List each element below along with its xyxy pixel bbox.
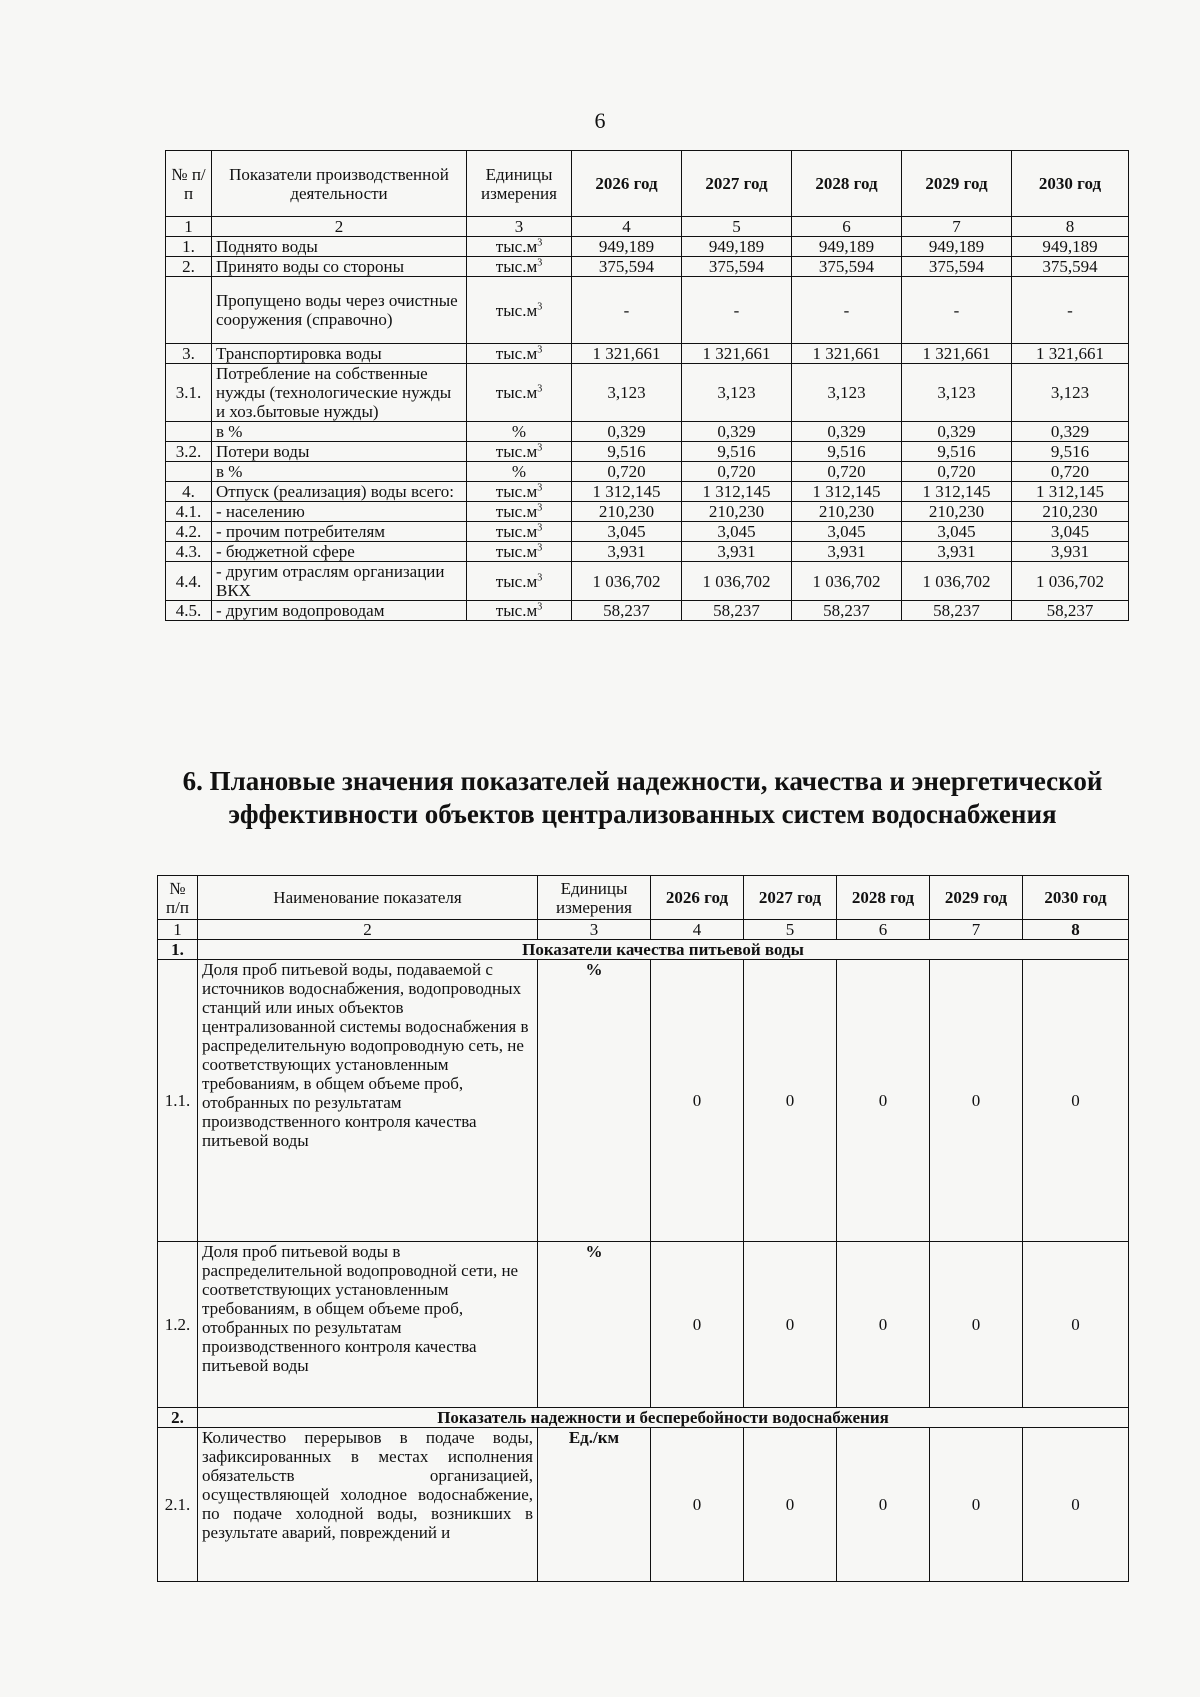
row-num: 2. — [166, 257, 212, 277]
row-unit — [467, 344, 572, 364]
row-value: 1 036,702 — [902, 562, 1012, 601]
row-name: Транспортировка воды — [212, 344, 467, 364]
row-value: 949,189 — [902, 237, 1012, 257]
row-unit — [467, 422, 572, 442]
unit-superscript: 3 — [537, 601, 543, 613]
row-value: - — [792, 277, 902, 344]
index-cell: 6 — [792, 217, 902, 237]
section-6-title: 6. Плановые значения показателей надежности, качества и энергетической эффективности объектов централизованных систем водоснабжения — [182, 766, 1103, 829]
row-value: 375,594 — [682, 257, 792, 277]
section-title: Показатели качества питьевой воды — [198, 940, 1129, 960]
row-name: Отпуск (реализация) воды всего: — [212, 482, 467, 502]
row-unit-text: тыс.м — [495, 442, 538, 461]
row-unit-text: тыс.м — [495, 502, 538, 521]
section-num: 2. — [158, 1408, 198, 1428]
index-cell: 3 — [538, 920, 651, 940]
unit-superscript: 3 — [537, 300, 543, 312]
row-unit — [467, 364, 572, 422]
row-unit-text: % — [511, 462, 527, 481]
unit-superscript: 3 — [537, 571, 543, 583]
row-value: 9,516 — [902, 442, 1012, 462]
header-indicator: Показатели производственной деятельности — [212, 151, 467, 217]
row-num: 4.3. — [166, 542, 212, 562]
row-name: - другим водопроводам — [212, 601, 467, 621]
header-year: 2027 год — [744, 876, 837, 920]
row-num: 4.1. — [166, 502, 212, 522]
row-name: Количество перерывов в подаче воды, зафиксированных в местах исполнения обязательств организацией, осуществляющей холодное водоснабжение, по подаче холодной воды, возникших в результате аварий, повреждений и — [198, 1428, 538, 1582]
row-value: 9,516 — [682, 442, 792, 462]
index-cell: 1 — [158, 920, 198, 940]
row-name: в % — [212, 462, 467, 482]
row-value: 210,230 — [902, 502, 1012, 522]
table-row — [166, 502, 1129, 522]
section-num: 1. — [158, 940, 198, 960]
row-value: 1 036,702 — [1012, 562, 1129, 601]
row-name: Пропущено воды через очистные сооружения (справочно) — [212, 277, 467, 344]
row-value: - — [682, 277, 792, 344]
row-num — [166, 422, 212, 442]
row-unit — [467, 542, 572, 562]
unit-superscript: 3 — [537, 542, 543, 554]
row-value: 210,230 — [572, 502, 682, 522]
row-value: 3,045 — [572, 522, 682, 542]
table-row — [158, 1428, 1129, 1582]
row-unit: Ед./км — [538, 1428, 651, 1582]
header-year: 2028 год — [837, 876, 930, 920]
header-num: № п/п — [166, 151, 212, 217]
index-cell: 2 — [198, 920, 538, 940]
row-value: 375,594 — [572, 257, 682, 277]
table-row — [166, 344, 1129, 364]
row-unit-text: тыс.м — [495, 601, 538, 620]
row-unit-text: тыс.м — [495, 237, 538, 256]
row-unit-text: тыс.м — [495, 482, 538, 501]
row-unit: % — [538, 1242, 651, 1408]
row-value: 0,329 — [792, 422, 902, 442]
header-year: 2028 год — [792, 151, 902, 217]
row-value: 210,230 — [792, 502, 902, 522]
row-unit-text: тыс.м — [495, 383, 538, 402]
table-row — [166, 562, 1129, 601]
row-value: 0 — [1023, 960, 1129, 1242]
row-value: 210,230 — [682, 502, 792, 522]
row-unit — [467, 462, 572, 482]
row-value: 949,189 — [572, 237, 682, 257]
row-name: Потребление на собственные нужды (технологические нужды и хоз.бытовые нужды) — [212, 364, 467, 422]
row-num: 4.4. — [166, 562, 212, 601]
row-unit — [467, 482, 572, 502]
row-value: 949,189 — [792, 237, 902, 257]
row-num: 4.2. — [166, 522, 212, 542]
unit-superscript: 3 — [537, 257, 543, 269]
row-value: 375,594 — [1012, 257, 1129, 277]
row-value: 0 — [930, 1242, 1023, 1408]
row-value: 1 036,702 — [572, 562, 682, 601]
row-unit — [467, 601, 572, 621]
row-num — [166, 277, 212, 344]
row-value: 58,237 — [572, 601, 682, 621]
row-unit-text: % — [511, 422, 527, 441]
row-value: 9,516 — [1012, 442, 1129, 462]
table-row — [166, 482, 1129, 502]
header-year: 2027 год — [682, 151, 792, 217]
row-value: 949,189 — [682, 237, 792, 257]
unit-superscript: 3 — [537, 442, 543, 454]
row-value: 3,931 — [792, 542, 902, 562]
table-row — [166, 237, 1129, 257]
index-cell: 6 — [837, 920, 930, 940]
unit-superscript: 3 — [537, 522, 543, 534]
row-value: 3,931 — [902, 542, 1012, 562]
row-value: 375,594 — [902, 257, 1012, 277]
row-value: 1 312,145 — [572, 482, 682, 502]
row-value: 375,594 — [792, 257, 902, 277]
header-year: 2030 год — [1012, 151, 1129, 217]
index-cell: 3 — [467, 217, 572, 237]
row-value: 1 036,702 — [792, 562, 902, 601]
header-year: 2026 год — [651, 876, 744, 920]
header-year: 2029 год — [930, 876, 1023, 920]
row-value: 0 — [744, 1242, 837, 1408]
row-value: 1 036,702 — [682, 562, 792, 601]
header-unit: Единицы измерения — [538, 876, 651, 920]
row-name: Доля проб питьевой воды в распределительной водопроводной сети, не соответствующих установленным требованиям, в общем объеме проб, отобранных по результатам производственного контроля качества питьевой воды — [198, 1242, 538, 1408]
row-value: 9,516 — [792, 442, 902, 462]
row-value: 58,237 — [682, 601, 792, 621]
row-value: 1 312,145 — [792, 482, 902, 502]
row-value: - — [572, 277, 682, 344]
row-value: 3,045 — [682, 522, 792, 542]
table-row — [158, 1242, 1129, 1408]
row-unit — [467, 502, 572, 522]
page-number: 6 — [594, 108, 606, 133]
row-value: 58,237 — [1012, 601, 1129, 621]
row-value: 0 — [651, 960, 744, 1242]
row-value: 9,516 — [572, 442, 682, 462]
unit-superscript: 3 — [537, 237, 543, 249]
index-row — [166, 217, 1129, 237]
row-value: 210,230 — [1012, 502, 1129, 522]
row-value: 0,329 — [902, 422, 1012, 442]
row-value: 0 — [651, 1428, 744, 1582]
row-value: 949,189 — [1012, 237, 1129, 257]
index-cell: 1 — [166, 217, 212, 237]
production-indicators-table — [165, 150, 1129, 621]
row-num: 3. — [166, 344, 212, 364]
row-value: 3,123 — [572, 364, 682, 422]
row-value: 3,123 — [682, 364, 792, 422]
row-value: 1 321,661 — [792, 344, 902, 364]
row-value: 0,720 — [682, 462, 792, 482]
row-name: в % — [212, 422, 467, 442]
table-row — [166, 601, 1129, 621]
row-num: 4.5. — [166, 601, 212, 621]
row-unit: % — [538, 960, 651, 1242]
row-unit-text: тыс.м — [495, 571, 538, 591]
unit-superscript: 3 — [537, 344, 543, 356]
index-cell: 8 — [1023, 920, 1129, 940]
row-unit-text: тыс.м — [495, 257, 538, 276]
table-row — [166, 364, 1129, 422]
row-num: 3.1. — [166, 364, 212, 422]
row-unit — [467, 237, 572, 257]
row-name: - прочим потребителям — [212, 522, 467, 542]
row-value: 0 — [651, 1242, 744, 1408]
index-cell: 4 — [572, 217, 682, 237]
table-row — [166, 442, 1129, 462]
row-num: 1.2. — [158, 1242, 198, 1408]
row-name: Принято воды со стороны — [212, 257, 467, 277]
table-row — [166, 257, 1129, 277]
header-year: 2026 год — [572, 151, 682, 217]
row-value: 0,329 — [682, 422, 792, 442]
row-value: 0 — [837, 1428, 930, 1582]
row-value: 0 — [744, 960, 837, 1242]
row-unit — [467, 522, 572, 542]
table-row — [166, 422, 1129, 442]
index-cell: 5 — [682, 217, 792, 237]
row-num: 4. — [166, 482, 212, 502]
row-value: 0,720 — [792, 462, 902, 482]
index-cell: 4 — [651, 920, 744, 940]
row-value: 3,931 — [572, 542, 682, 562]
row-name: Поднято воды — [212, 237, 467, 257]
index-cell: 7 — [902, 217, 1012, 237]
row-value: 0 — [1023, 1242, 1129, 1408]
row-value: 1 321,661 — [1012, 344, 1129, 364]
section-row — [158, 1408, 1129, 1428]
row-value: 0,720 — [1012, 462, 1129, 482]
header-year: 2029 год — [902, 151, 1012, 217]
index-cell: 5 — [744, 920, 837, 940]
row-value: 1 321,661 — [572, 344, 682, 364]
row-value: 58,237 — [902, 601, 1012, 621]
row-value: 58,237 — [792, 601, 902, 621]
row-name: - населению — [212, 502, 467, 522]
index-cell: 2 — [212, 217, 467, 237]
row-unit — [467, 442, 572, 462]
row-value: 0 — [930, 960, 1023, 1242]
index-cell: 7 — [930, 920, 1023, 940]
header-num: № п/п — [158, 876, 198, 920]
table-row — [158, 960, 1129, 1242]
header-name: Наименование показателя — [198, 876, 538, 920]
table-row — [166, 522, 1129, 542]
row-value: - — [902, 277, 1012, 344]
row-unit-text: тыс.м — [495, 522, 538, 541]
row-unit — [467, 257, 572, 277]
row-value: - — [1012, 277, 1129, 344]
header-year: 2030 год — [1023, 876, 1129, 920]
row-value: 1 312,145 — [682, 482, 792, 502]
row-name: Доля проб питьевой воды, подаваемой с источников водоснабжения, водопроводных станций или иных объектов централизованной системы водоснабжения в распределительную водопроводную сеть, не соответствующих установленным требованиям, в общем объеме проб, отобранных по результатам производственного контроля качества питьевой воды — [198, 960, 538, 1242]
row-value: 0 — [930, 1428, 1023, 1582]
row-name: Потери воды — [212, 442, 467, 462]
row-name: - другим отраслям организации ВКХ — [212, 562, 467, 601]
row-value: 3,045 — [902, 522, 1012, 542]
section-row — [158, 940, 1129, 960]
reliability-indicators-table — [157, 875, 1129, 1582]
row-value: 3,931 — [1012, 542, 1129, 562]
row-unit — [467, 277, 572, 344]
row-value: 3,045 — [792, 522, 902, 542]
row-value: 0 — [744, 1428, 837, 1582]
row-value: 0 — [837, 960, 930, 1242]
row-unit-text: тыс.м — [495, 542, 538, 561]
row-num: 1.1. — [158, 960, 198, 1242]
row-value: 3,123 — [902, 364, 1012, 422]
unit-superscript: 3 — [537, 502, 543, 514]
section-title: Показатель надежности и бесперебойности водоснабжения — [198, 1408, 1129, 1428]
row-value: 3,045 — [1012, 522, 1129, 542]
row-value: 1 321,661 — [902, 344, 1012, 364]
row-value: 1 312,145 — [1012, 482, 1129, 502]
row-unit — [467, 562, 572, 601]
header-unit: Единицы измерения — [467, 151, 572, 217]
row-value: 3,123 — [792, 364, 902, 422]
row-num: 2.1. — [158, 1428, 198, 1582]
row-value: 0,720 — [572, 462, 682, 482]
row-name: - бюджетной сфере — [212, 542, 467, 562]
index-row — [158, 920, 1129, 940]
unit-superscript: 3 — [537, 482, 543, 494]
index-cell: 8 — [1012, 217, 1129, 237]
row-value: 0 — [837, 1242, 930, 1408]
row-num: 3.2. — [166, 442, 212, 462]
row-unit-text: тыс.м — [495, 300, 538, 320]
row-value: 1 312,145 — [902, 482, 1012, 502]
row-value: 0,720 — [902, 462, 1012, 482]
row-value: 0,329 — [1012, 422, 1129, 442]
row-num: 1. — [166, 237, 212, 257]
unit-superscript: 3 — [537, 383, 543, 395]
row-value: 0 — [1023, 1428, 1129, 1582]
table-row — [166, 462, 1129, 482]
row-value: 0,329 — [572, 422, 682, 442]
table-row — [166, 277, 1129, 344]
row-unit-text: тыс.м — [495, 344, 538, 363]
row-value: 1 321,661 — [682, 344, 792, 364]
row-value: 3,931 — [682, 542, 792, 562]
row-value: 3,123 — [1012, 364, 1129, 422]
row-num — [166, 462, 212, 482]
table-row — [166, 542, 1129, 562]
